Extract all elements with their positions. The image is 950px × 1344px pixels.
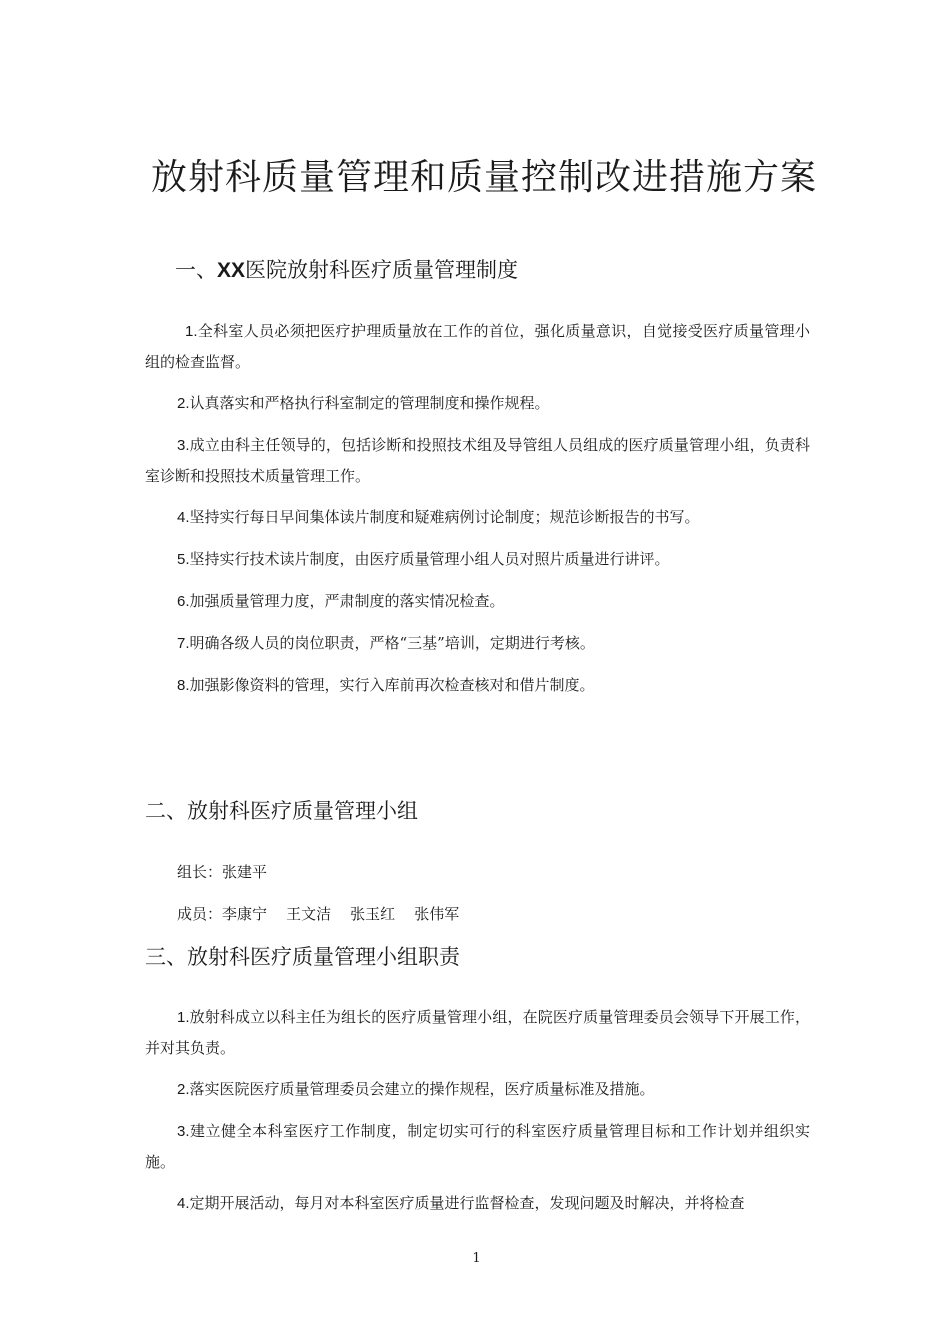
section1-item-6: 6.加强质量管理力度，严肃制度的落实情况检查。 [177,592,505,610]
group-members: 成员：李康宁 王文洁 张玉红 张伟军 [177,905,460,923]
section3-item-1: 1.放射科成立以科主任为组长的医疗质量管理小组，在院医疗质量管理委员会领导下开展工作，并对其负责。 [145,1008,810,1057]
section3-item-3: 3.建立健全本科室医疗工作制度，制定切实可行的科室医疗质量管理目标和工作计划并组织实施。 [145,1122,810,1171]
section3-heading: 三、放射科医疗质量管理小组职责 [145,945,460,969]
document-title: 放射科质量管理和质量控制改进措施方案 [150,157,817,198]
group-leader: 组长：张建平 [177,863,268,881]
section1-heading-latin: XX [217,259,246,282]
section1-item-8: 8.加强影像资料的管理，实行入库前再次检查核对和借片制度。 [177,676,595,694]
section3-item-4: 4.定期开展活动，每月对本科室医疗质量进行监督检查，发现问题及时解决，并将检查 [177,1194,745,1212]
section1-heading-prefix: 一、 [175,258,217,282]
section1-item-5: 5.坚持实行技术读片制度，由医疗质量管理小组人员对照片质量进行讲评。 [177,550,670,568]
section1-item-4: 4.坚持实行每日早间集体读片制度和疑难病例讨论制度；规范诊断报告的书写。 [177,508,700,526]
section3-item-2: 2.落实医院医疗质量管理委员会建立的操作规程，医疗质量标准及措施。 [177,1080,655,1098]
section1-heading-rest: 医院放射科医疗质量管理制度 [245,258,519,282]
page-number: 1 [472,1251,481,1266]
section1-item-2: 2.认真落实和严格执行科室制定的管理制度和操作规程。 [177,394,550,412]
section1-heading [175,255,518,286]
section2-heading: 二、放射科医疗质量管理小组 [145,799,418,823]
section1-item-1: 1.全科室人员必须把医疗护理质量放在工作的首位，强化质量意识，自觉接受医疗质量管理小组的检查监督。 [145,322,810,371]
section1-item-7: 7.明确各级人员的岗位职责，严格“三基”培训，定期进行考核。 [177,634,595,652]
section1-item-3: 3.成立由科主任领导的，包括诊断和投照技术组及导管组人员组成的医疗质量管理小组，负责科室诊断和投照技术质量管理工作。 [145,436,810,485]
